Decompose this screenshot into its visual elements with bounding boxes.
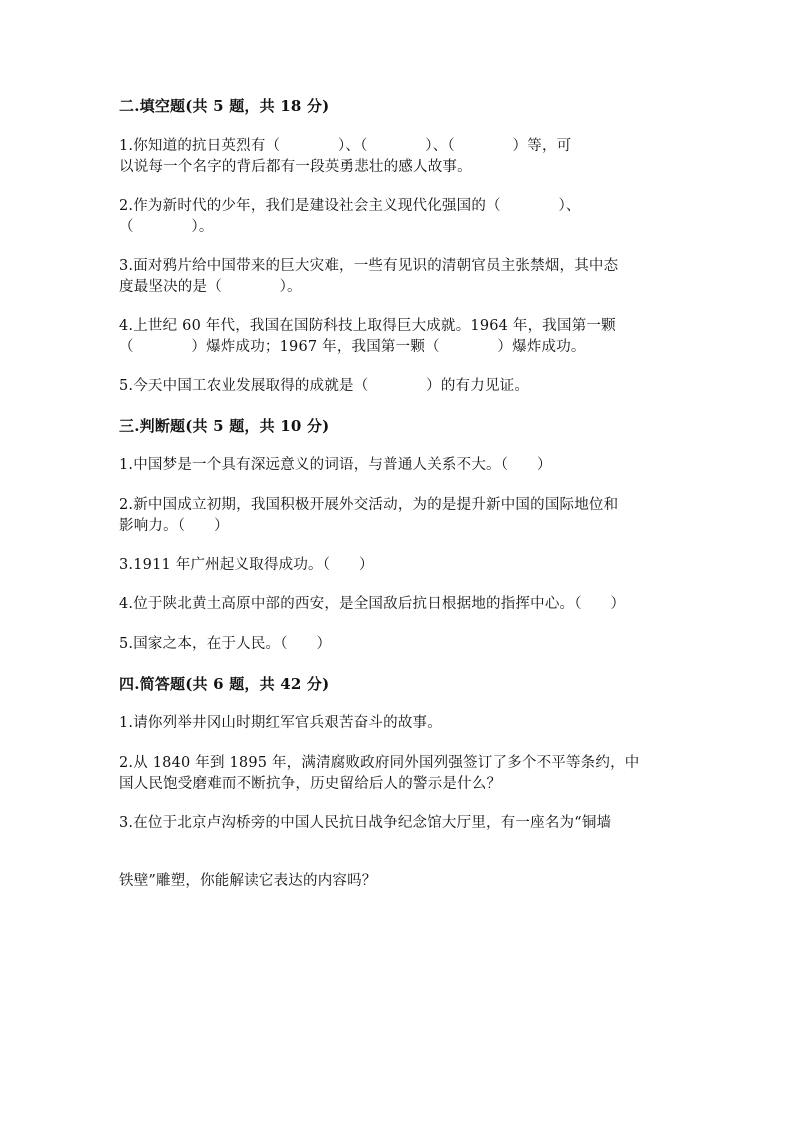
question-text: 3.面对鸦片给中国带来的巨大灾难，一些有见识的清朝官员主张禁烟，其中态 <box>119 258 619 274</box>
question-text: 1.中国梦是一个具有深远意义的词语，与普通人关系不大。（ ） <box>119 457 552 473</box>
question-text: （ ）。 <box>119 219 214 235</box>
question-text: 2.作为新时代的少年，我们是建设社会主义现代化强国的（ ）、 <box>119 198 581 214</box>
question-text: 5.今天中国工农业发展取得的成就是（ ）的有力见证。 <box>119 378 530 394</box>
question-text: 影响力。（ ） <box>119 518 229 534</box>
section-heading-true-false: 三.判断题(共 5 题，共 10 分) <box>119 417 330 435</box>
question-text: 国人民饱受磨难而不断抗争，历史留给后人的警示是什么？ <box>119 776 502 792</box>
question-text: 3.1911 年广州起义取得成功。（ ） <box>119 557 374 573</box>
question-text: 铁壁”雕塑，你能解读它表达的内容吗？ <box>119 873 377 889</box>
question-text: 以说每一个名字的背后都有一段英勇悲壮的感人故事。 <box>119 159 472 175</box>
question-text: 4.位于陕北黄土高原中部的西安，是全国敌后抗日根据地的指挥中心。（ ） <box>119 596 626 612</box>
section-heading-fill-in: 二.填空题(共 5 题，共 18 分) <box>119 97 330 115</box>
question-text: 1.你知道的抗日英烈有（ ）、（ ）、（ ）等，可 <box>119 138 572 154</box>
question-text: 5.国家之本，在于人民。（ ） <box>119 636 332 652</box>
question-text: 2.新中国成立初期，我国积极开展外交活动，为的是提升新中国的国际地位和 <box>119 497 619 513</box>
question-text: 2.从 1840 年到 1895 年，满清腐败政府同外国列强签订了多个不平等条约，中 <box>119 755 640 771</box>
section-heading-short-answer: 四.简答题(共 6 题，共 42 分) <box>119 675 330 693</box>
question-text: 度最坚决的是（ ）。 <box>119 279 302 295</box>
question-text: 1.请你列举井冈山时期红军官兵艰苦奋斗的故事。 <box>119 715 442 731</box>
question-text: 3.在位于北京卢沟桥旁的中国人民抗日战争纪念馆大厅里，有一座名为“铜墙 <box>119 815 612 831</box>
question-text: 4.上世纪 60 年代，我国在国防科技上取得巨大成就。1964 年，我国第一颗 <box>119 318 616 334</box>
question-text: （ ）爆炸成功；1967 年，我国第一颗（ ）爆炸成功。 <box>119 339 586 355</box>
